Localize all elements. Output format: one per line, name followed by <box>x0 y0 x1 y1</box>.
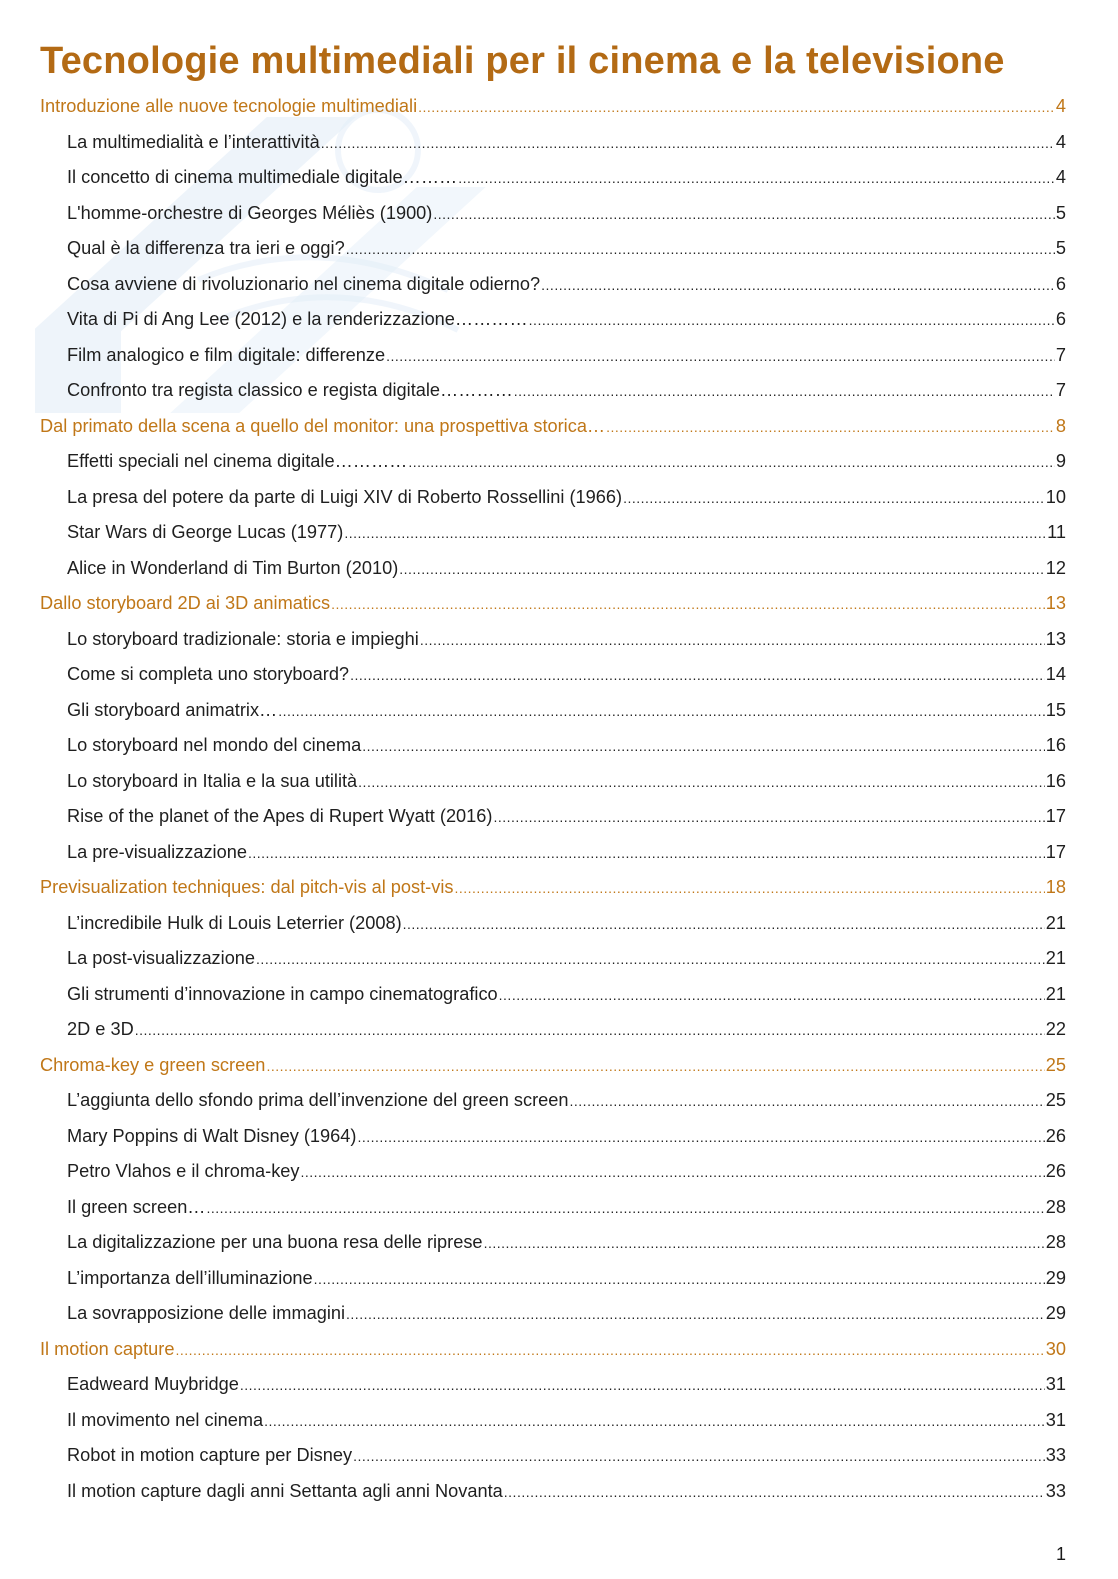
toc-entry-page: 15 <box>1045 699 1066 720</box>
toc-entry-page: 29 <box>1045 1303 1066 1323</box>
toc-entry-page: 28 <box>1045 1232 1066 1252</box>
toc-entry-page: 26 <box>1045 1125 1066 1146</box>
toc-subsection-entry[interactable] <box>40 1261 1066 1297</box>
toc-entry-title: L’incredibile Hulk di Louis Leterrier (2008) <box>67 912 402 933</box>
toc-entry-title: Qual è la differenza tra ieri e oggi? <box>67 238 345 258</box>
toc-entry-page: 4 <box>1055 96 1066 116</box>
toc-subsection-entry[interactable] <box>40 373 1066 409</box>
toc-entry-title: Robot in motion capture per Disney <box>67 1445 353 1465</box>
toc-entry-title: Chroma-key e green screen <box>40 1054 266 1075</box>
toc-dot-leader <box>570 1084 1045 1120</box>
toc-subsection-entry[interactable] <box>40 1154 1066 1190</box>
toc-dot-leader <box>314 1262 1045 1298</box>
toc-subsection-entry[interactable] <box>40 622 1066 658</box>
toc-subsection-entry[interactable] <box>40 444 1066 480</box>
toc-entry-title: Il concetto di cinema multimediale digitale……… <box>67 167 458 187</box>
toc-entry-page: 16 <box>1045 770 1066 791</box>
toc-subsection-entry[interactable] <box>40 906 1066 942</box>
toc-entry-title: Il green screen… <box>67 1196 206 1217</box>
toc-dot-leader <box>350 658 1045 694</box>
toc-entry-page: 21 <box>1045 983 1066 1004</box>
toc-dot-leader <box>346 232 1055 268</box>
toc-dot-leader <box>362 729 1045 765</box>
toc-dot-leader <box>418 90 1055 126</box>
toc-subsection-entry[interactable] <box>40 302 1066 338</box>
toc-dot-leader <box>240 1368 1045 1404</box>
toc-section-entry[interactable] <box>40 1332 1066 1368</box>
toc-section-entry[interactable] <box>40 1048 1066 1084</box>
toc-entry-title: Dallo storyboard 2D ai 3D animatics <box>40 593 331 613</box>
toc-entry-page: 29 <box>1045 1267 1066 1288</box>
toc-entry-title: Eadweard Muybridge <box>67 1374 239 1394</box>
toc-dot-leader <box>386 339 1055 375</box>
toc-entry-page: 6 <box>1055 273 1066 294</box>
toc-dot-leader <box>353 1439 1045 1475</box>
toc-subsection-entry[interactable] <box>40 338 1066 374</box>
toc-entry-title: Dal primato della scena a quello del monitor: una prospettiva storica… <box>40 415 606 436</box>
toc-dot-leader <box>321 126 1055 162</box>
toc-entry-page: 18 <box>1045 877 1066 897</box>
toc-dot-leader <box>266 1049 1044 1085</box>
toc-dot-leader <box>499 978 1045 1014</box>
toc-dot-leader <box>541 268 1055 304</box>
toc-entry-title: La multimedialità e l’interattività <box>67 131 320 152</box>
toc-entry-title: L’importanza dell’illuminazione <box>67 1267 313 1288</box>
toc-dot-leader <box>408 445 1055 481</box>
toc-dot-leader <box>331 587 1045 623</box>
toc-entry-page: 9 <box>1055 451 1066 471</box>
toc-subsection-entry[interactable] <box>40 160 1066 196</box>
toc-entry-title: Lo storyboard nel mondo del cinema <box>67 735 362 755</box>
toc-entry-title: Lo storyboard in Italia e la sua utilità <box>67 770 358 791</box>
toc-entry-title: Alice in Wonderland di Tim Burton (2010) <box>67 557 399 578</box>
toc-dot-leader <box>454 871 1044 907</box>
toc-entry-page: 21 <box>1045 948 1066 968</box>
toc-entry-title: Introduzione alle nuove tecnologie multimediali <box>40 96 418 116</box>
toc-dot-leader <box>207 1191 1045 1227</box>
toc-dot-leader <box>357 1120 1044 1156</box>
toc-entry-page: 12 <box>1045 557 1066 578</box>
toc-subsection-entry[interactable] <box>40 1403 1066 1439</box>
toc-subsection-entry[interactable] <box>40 480 1066 516</box>
toc-entry-title: L’aggiunta dello sfondo prima dell’invenzione del green screen <box>67 1090 569 1110</box>
toc-subsection-entry[interactable] <box>40 799 1066 835</box>
toc-entry-page: 25 <box>1045 1090 1066 1110</box>
toc-entry-title: La pre-visualizzazione <box>67 841 247 862</box>
toc-subsection-entry[interactable] <box>40 1083 1066 1119</box>
toc-subsection-entry[interactable] <box>40 835 1066 871</box>
toc-entry-title: Film analogico e film digitale: differenze <box>67 344 386 365</box>
toc-entry-page: 28 <box>1045 1196 1066 1217</box>
toc-subsection-entry[interactable] <box>40 196 1066 232</box>
toc-section-entry[interactable] <box>40 89 1066 125</box>
toc-entry-page: 8 <box>1055 415 1066 436</box>
toc-dot-leader <box>514 374 1055 410</box>
toc-entry-title: L'homme-orchestre di Georges Méliès (1900) <box>67 202 433 223</box>
toc-entry-title: Il motion capture <box>40 1338 175 1359</box>
toc-subsection-entry[interactable] <box>40 1119 1066 1155</box>
toc-entry-title: Cosa avviene di rivoluzionario nel cinema digitale odierno? <box>67 273 541 294</box>
toc-dot-leader <box>256 942 1045 978</box>
toc-entry-page: 5 <box>1055 238 1066 258</box>
toc-entry-title: La post-visualizzazione <box>67 948 256 968</box>
toc-dot-leader <box>135 1013 1045 1049</box>
toc-entry-title: Previsualization techniques: dal pitch-vis al post-vis <box>40 877 454 897</box>
toc-entry-page: 31 <box>1045 1374 1066 1394</box>
toc-subsection-entry[interactable] <box>40 231 1066 267</box>
toc-subsection-entry[interactable] <box>40 764 1066 800</box>
toc-entry-page: 31 <box>1045 1409 1066 1430</box>
toc-entry-title: Effetti speciali nel cinema digitale………… <box>67 451 408 471</box>
toc-entry-page: 14 <box>1045 664 1066 684</box>
toc-entry-page: 11 <box>1047 522 1066 542</box>
toc-subsection-entry[interactable] <box>40 267 1066 303</box>
toc-subsection-entry[interactable] <box>40 1296 1066 1332</box>
toc-dot-leader <box>358 765 1045 801</box>
toc-entry-title: Confronto tra regista classico e regista digitale………… <box>67 380 513 400</box>
toc-dot-leader <box>175 1333 1044 1369</box>
toc-subsection-entry[interactable] <box>40 551 1066 587</box>
toc-dot-leader <box>346 1297 1045 1333</box>
toc-dot-leader <box>301 1155 1045 1191</box>
toc-entry-title: Petro Vlahos e il chroma-key <box>67 1161 300 1181</box>
toc-entry-page: 33 <box>1045 1480 1066 1501</box>
toc-entry-page: 16 <box>1045 735 1066 755</box>
toc-subsection-entry[interactable] <box>40 1438 1066 1474</box>
toc-entry-page: 30 <box>1045 1338 1066 1359</box>
toc-subsection-entry[interactable] <box>40 657 1066 693</box>
toc-entry-page: 17 <box>1045 841 1066 862</box>
toc-dot-leader <box>278 694 1045 730</box>
page-title: Tecnologie multimediali per il cinema e la televisione <box>40 40 1005 82</box>
toc-entry-title: Star Wars di George Lucas (1977) <box>67 522 344 542</box>
toc-entry-page: 33 <box>1045 1445 1066 1465</box>
toc-dot-leader <box>529 303 1055 339</box>
toc-entry-page: 5 <box>1055 202 1066 223</box>
toc-entry-page: 13 <box>1045 628 1066 649</box>
toc-subsection-entry[interactable] <box>40 1012 1066 1048</box>
toc-entry-title: Vita di Pi di Ang Lee (2012) e la renderizzazione………… <box>67 309 528 329</box>
toc-subsection-entry[interactable] <box>40 1474 1066 1510</box>
toc-subsection-entry[interactable] <box>40 125 1066 161</box>
toc-section-entry[interactable] <box>40 870 1066 906</box>
toc-entry-page: 26 <box>1045 1161 1066 1181</box>
toc-subsection-entry[interactable] <box>40 1190 1066 1226</box>
toc-entry-page: 21 <box>1045 912 1066 933</box>
toc-entry-title: Mary Poppins di Walt Disney (1964) <box>67 1125 357 1146</box>
toc-entry-title: Il motion capture dagli anni Settanta agli anni Novanta <box>67 1480 503 1501</box>
toc-dot-leader <box>344 516 1046 552</box>
toc-entry-page: 7 <box>1055 380 1066 400</box>
toc-entry-page: 10 <box>1045 486 1066 507</box>
toc-entry-page: 13 <box>1045 593 1066 613</box>
toc-dot-leader <box>458 161 1055 197</box>
toc-entry-page: 6 <box>1055 309 1066 329</box>
toc-entry-title: Gli strumenti d’innovazione in campo cinematografico <box>67 983 498 1004</box>
toc-entry-page: 25 <box>1045 1054 1066 1075</box>
toc-entry-page: 22 <box>1045 1019 1066 1039</box>
toc-dot-leader <box>493 800 1044 836</box>
toc-subsection-entry[interactable] <box>40 977 1066 1013</box>
page-number: 1 <box>1055 1544 1066 1564</box>
table-of-contents <box>40 89 1066 1509</box>
toc-dot-leader <box>504 1475 1045 1511</box>
toc-entry-title: Rise of the planet of the Apes di Rupert Wyatt (2016) <box>67 806 493 826</box>
toc-dot-leader <box>248 836 1045 872</box>
toc-dot-leader <box>606 410 1055 446</box>
toc-dot-leader <box>484 1226 1045 1262</box>
toc-entry-page: 4 <box>1055 131 1066 152</box>
toc-dot-leader <box>264 1404 1045 1440</box>
toc-entry-title: La sovrapposizione delle immagini <box>67 1303 346 1323</box>
toc-entry-title: 2D e 3D <box>67 1019 134 1039</box>
toc-subsection-entry[interactable] <box>40 1367 1066 1403</box>
toc-entry-title: Il movimento nel cinema <box>67 1409 264 1430</box>
toc-subsection-entry[interactable] <box>40 941 1066 977</box>
toc-subsection-entry[interactable] <box>40 693 1066 729</box>
toc-dot-leader <box>623 481 1045 517</box>
toc-entry-title: Come si completa uno storyboard? <box>67 664 350 684</box>
toc-dot-leader <box>403 907 1045 943</box>
toc-entry-page: 4 <box>1055 167 1066 187</box>
toc-entry-page: 17 <box>1045 806 1066 826</box>
toc-subsection-entry[interactable] <box>40 1225 1066 1261</box>
toc-section-entry[interactable] <box>40 586 1066 622</box>
toc-dot-leader <box>433 197 1055 233</box>
toc-dot-leader <box>399 552 1045 588</box>
toc-entry-title: La presa del potere da parte di Luigi XIV di Roberto Rossellini (1966) <box>67 486 623 507</box>
toc-subsection-entry[interactable] <box>40 728 1066 764</box>
toc-entry-title: Gli storyboard animatrix… <box>67 699 278 720</box>
toc-subsection-entry[interactable] <box>40 515 1066 551</box>
toc-entry-title: Lo storyboard tradizionale: storia e impieghi <box>67 628 419 649</box>
toc-entry-page: 7 <box>1055 344 1066 365</box>
toc-section-entry[interactable] <box>40 409 1066 445</box>
toc-dot-leader <box>420 623 1045 659</box>
toc-entry-title: La digitalizzazione per una buona resa delle riprese <box>67 1232 483 1252</box>
